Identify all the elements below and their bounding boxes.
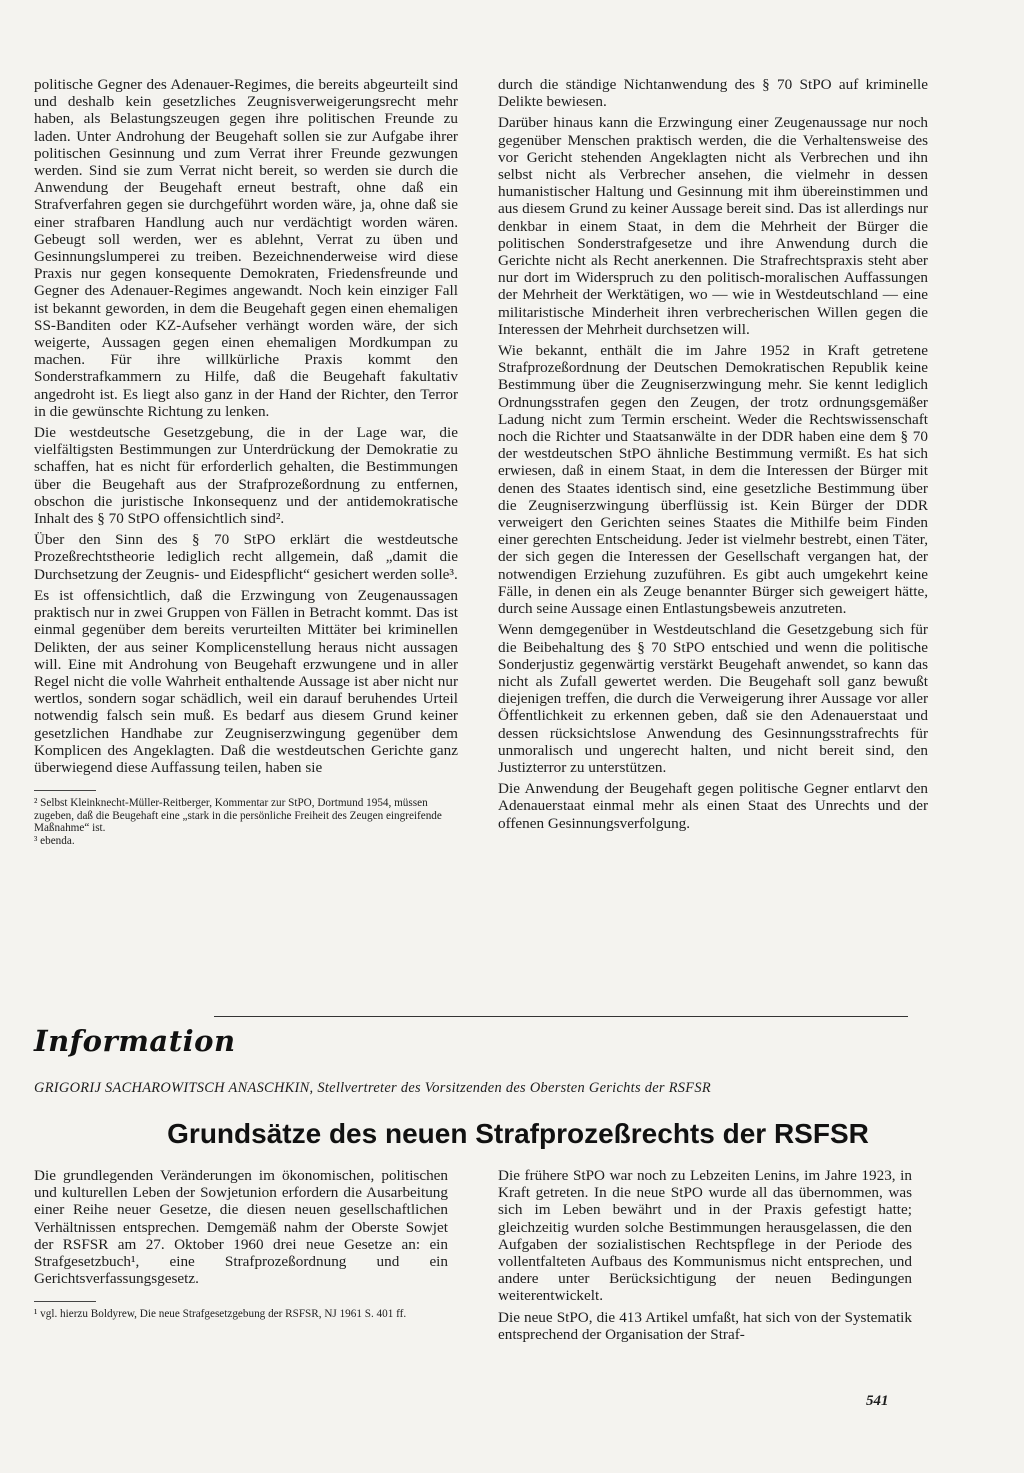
- paragraph: Die neue StPO, die 413 Artikel umfaßt, hat sich von der Systematik entsprechend der Organisation der Straf-: [498, 1308, 912, 1343]
- paragraph: Über den Sinn des § 70 StPO erklärt die westdeutsche Prozeßrechtstheorie lediglich recht allgemein, daß „damit die Durchsetzung der Zeugnis- und Eidespflicht“ gesichert werden solle³.: [34, 531, 458, 583]
- paragraph: Die westdeutsche Gesetzgebung, die in der Lage war, die vielfältigsten Bestimmungen zur Unterdrückung der Demokratie zu schaffen, hat es nicht für erforderlich gehalten, die Bestimmungen über die Beugehaft aus der Strafprozeßordnung zu entfernen, obschon die juristische Inkonsequenz und der antidemokratische Inhalt des § 70 StPO offensichtlich sind².: [34, 424, 458, 528]
- footnote: ² Selbst Kleinknecht-Müller-Reitberger, Kommentar zur StPO, Dortmund 1954, müssen zugeben, daß die Beugehaft eine „stark in die persönliche Freiheit des Zeugen eingreifende Maßnahme“ ist.: [34, 797, 442, 834]
- bottom-left-column: [34, 1167, 448, 1322]
- paragraph: Wie bekannt, enthält die im Jahre 1952 in Kraft getretene Strafprozeßordnung der Deutschen Demokratischen Republik keine Bestimmung über die Zeugniserzwingung mehr. Sie kennt lediglich Ordnungsstrafen gegen den Zeugen, der trotz ordnungsgemäßer Ladung nicht zum Termin erscheint. Weder die Rechtswissenschaft noch die Richter und Staatsanwälte in der DDR haben eine dem § 70 der westdeutschen StPO ähnliche Bestimmung vermißt. Es hat sich erwiesen, daß in einem Staat, in dem die Interessen der Bürger mit denen des Staates identisch sind, eine gesetzliche Bestimmung über die Zeugniserzwingung überflüssig ist. Kein Bürger der DDR verweigert den Gerichten seines Staates die Mithilfe beim Finden einer gerechten Entscheidung. Jeder ist vielmehr bestrebt, einen Täter, der sich gegen die Interessen der Gesellschaft vergangen hat, der notwendigen Erziehung zuzuführen. Es gibt auch umgekehrt keine Fälle, in denen ein als Zeuge benannter Bürger sich geweigert hätte, durch seine Aussage einen Entlastungsbeweis anzutreten.: [498, 342, 928, 618]
- paragraph: Die frühere StPO war noch zu Lebzeiten Lenins, im Jahre 1923, in Kraft getreten. In die neue StPO wurde all das übernommen, was sich im Leben bewährt und in der Praxis gefestigt hatte; gleichzeitig wurden solche Bestimmungen herausgelassen, die den Aufgaben der sozialistischen Rechtspflege in der Periode des vollentfalteten Aufbaus des Kommunismus nicht entsprechen, und andere unter Berücksichtigung der neuen Bedingungen weiterentwickelt.: [498, 1167, 912, 1305]
- paragraph: Es ist offensichtlich, daß die Erzwingung von Zeugenaussagen praktisch nur in zwei Gruppen von Fällen in Betracht kommt. Das ist einmal gegenüber dem bereits verurteilten Mittäter bei kriminellen Delikten, der aus seiner Komplicenstellung heraus nicht aussagen will. Eine mit Androhung von Beugehaft erzwungene und in aller Regel nicht die volle Wahrheit enthaltende Aussage ist aber nicht nur wertlos, sondern sogar schädlich, weil ein darauf beruhendes Urteil notwendig falsch sein muß. Es bedarf aus diesem Grund keiner gesetzlichen Handhabe zur Zeugniserzwingung gegenüber dem Komplicen des Angeklagten. Daß die westdeutschen Gerichte ganz überwiegend diese Auffassung teilen, haben sie: [34, 586, 458, 776]
- footnote-divider: [34, 1301, 96, 1302]
- page-number: 541: [866, 1393, 889, 1409]
- bottom-right-column: [498, 1167, 912, 1347]
- article-title: Grundsätze des neuen Strafprozeßrechts der RSFSR: [167, 1118, 869, 1149]
- paragraph: Die grundlegenden Veränderungen im ökonomischen, politischen und kulturellen Leben der Sowjetunion erfordern die Ausarbeitung einer Reihe neuer Gesetze, die diesen neuen gesellschaftlichen Verhältnissen entsprechen. Demgemäß nahm der Oberste Sowjet der RSFSR am 27. Oktober 1960 drei neue Gesetze an: ein Strafgesetzbuch¹, eine Strafprozeßordnung und ein Gerichtsverfassungsgesetz.: [34, 1167, 448, 1288]
- top-right-column: [498, 76, 928, 836]
- footnote: ³ ebenda.: [34, 835, 75, 848]
- footnote: ¹ vgl. hierzu Boldyrew, Die neue Strafgesetzgebung der RSFSR, NJ 1961 S. 401 ff.: [34, 1308, 407, 1321]
- paragraph: Wenn demgegenüber in Westdeutschland die Gesetzgebung sich für die Beibehaltung des § 70 StPO entschied und wenn die politische Sonderjustiz gegenwärtig verstärkt Beugehaft anwendet, so kann das nicht als Zufall gewertet werden. Die Beugehaft soll ganz bewußt diejenigen treffen, die durch die Verweigerung ihrer Aussage vor aller Öffentlichkeit zu erkennen geben, daß sie den Adenauerstaat und dessen rücksichtslose Anwendung des Gesinnungsstrafrechts für unmoralisch und ungerecht halten, und nicht bereit sind, den Justizterror zu unterstützen.: [498, 621, 928, 776]
- footnote-divider: [34, 790, 96, 791]
- footnotes-top: [34, 797, 458, 848]
- paragraph: politische Gegner des Adenauer-Regimes, die bereits abgeurteilt sind und deshalb kein gesetzliches Zeugnisverweigerungsrecht mehr haben, als Belastungszeugen gegen ihre politischen Freunde zu laden. Unter Androhung der Beugehaft sollen sie zur Aufgabe ihrer politischen Gesinnung und zum Verrat ihrer Freunde gezwungen werden. Sind sie zum Verrat nicht bereit, so werden sie durch die Anwendung der Beugehaft erneut bestraft, ohne daß ein Strafverfahren gegen sie durchgeführt worden wäre, ja, ohne daß sie einer strafbaren Handlung auch nur verdächtigt worden wären. Gebeugt soll werden, wer es ablehnt, Verrat zu üben und Gesinnungslumperei zu treiben. Bezeichnenderweise wird diese Praxis nur gegen konsequente Demokraten, Friedensfreunde und Gegner des Adenauer-Regimes angewandt. Noch kein einziger Fall ist bekannt geworden, in dem die Beugehaft gegen einen ehemaligen SS-Banditen oder KZ-Aufseher verhängt worden wäre, der sich weigerte, Aussagen gegen einen ehemaligen Mordkumpan zu machen. Für ihre willkürliche Praxis kommt den Sonderstrafkammern zu Hilfe, daß die Beugehaft fakultativ angedroht ist. Es liegt also ganz in der Hand der Richter, den Terror in die gewünschte Richtung zu lenken.: [34, 76, 458, 420]
- paragraph: Die Anwendung der Beugehaft gegen politische Gegner entlarvt den Adenauerstaat einmal mehr als einen Staat des Unrechts und der offenen Gesinnungsverfolgung.: [498, 780, 928, 832]
- paragraph: durch die ständige Nichtanwendung des § 70 StPO auf kriminelle Delikte bewiesen.: [498, 76, 928, 111]
- author-line: GRIGORIJ SACHAROWITSCH ANASCHKIN, Stellvertreter des Vorsitzenden des Obersten Gerichts der RSFSR: [34, 1080, 711, 1096]
- top-left-column: [34, 76, 458, 849]
- footnotes-bottom: [34, 1308, 448, 1320]
- section-divider: [214, 1016, 908, 1017]
- paragraph: Darüber hinaus kann die Erzwingung einer Zeugenaussage nur noch gegenüber Menschen praktisch werden, die die Verhaltensweise des vor Gericht stehenden Angeklagten nicht als Verbrechen und ihn selbst nicht als Verbrecher ansehen, die vielmehr in dessen humanistischer Haltung und Gesinnung mit ihm übereinstimmen und aus diesem Grund zu keiner Aussage bereit sind. Das ist allerdings nur denkbar in einem Staat, in dem die Mehrheit der Bürger die politischen Sonderstrafgesetze und ihre Anwendung durch die Gerichte nicht als Recht anerkennen. Die Strafrechtspraxis steht aber nur dort im Widerspruch zu den politisch-moralischen Auffassungen der Mehrheit der Werktätigen, wo — wie in Westdeutschland — eine militaristische Minderheit ihren verbrecherischen Willen gegen die Interessen der Mehrheit durchsetzen will.: [498, 114, 928, 338]
- section-heading: Information: [34, 1024, 236, 1058]
